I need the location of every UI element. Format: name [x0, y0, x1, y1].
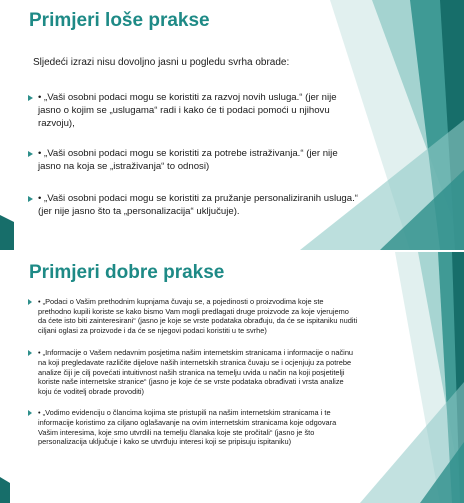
bullet-list — [28, 92, 360, 237]
arrow-bullet-icon — [28, 410, 32, 416]
list-item-text: • „Vaši osobni podaci mogu se koristiti za razvoj novih usluga.“ (jer nije jasno o kojim se „uslugama“ radi i kako će ti podaci pomoći u njihovu razvoju), — [38, 92, 337, 129]
list-item — [28, 297, 358, 335]
slide-bad-practice — [0, 0, 464, 250]
list-item-text: • „Podaci o Vašim prethodnim kupnjama čuvaju se, a pojedinosti o proizvodima koje ste prethodno kupili koriste se kako bismo Vam mogli predlagati druge proizvode za koje vjerujemo da ćete isto biti zainteresirani“ (jasno je koje se vrste podataka obrađuju, da će se ispitaniku nuditi ciljani oglasi za proizvode i da će se njegovi podaci koristiti u te svrhe) — [38, 297, 358, 335]
list-item — [28, 408, 358, 446]
list-item-text: • „Vaši osobni podaci mogu se koristiti za pružanje personaliziranih usluga.“ (jer nije jasno što ta „personalizacija“ uključuje). — [38, 192, 358, 217]
arrow-bullet-icon — [28, 196, 33, 202]
list-item-text: • „Vodimo evidenciju o člancima kojima ste pristupili na našim internetskim stranicama i te informacije koristimo za ciljano oglašavanje na ovim internetskim stranicama koje odgovara Vašim interesima, koje smo utvrdili na temelju članaka koje ste pročitali“ (jasno je što personalizacija uključuje i kako se utvrđuju interesi koji se pripisuju ispitaniku) — [38, 408, 337, 447]
arrow-bullet-icon — [28, 350, 32, 356]
slide-title: Primjeri dobre prakse — [29, 262, 225, 283]
arrow-bullet-icon — [28, 151, 33, 157]
list-item-text: • „Vaši osobni podaci mogu se koristiti za potrebe istraživanja.“ (jer nije jasno na koja se „istraživanja“ to odnosi) — [38, 148, 338, 173]
intro-text: Sljedeći izrazi nisu dovoljno jasni u pogledu svrha obrade: — [33, 57, 290, 68]
list-item — [28, 92, 360, 130]
slide-title: Primjeri loše prakse — [29, 10, 210, 31]
list-item — [28, 348, 358, 396]
arrow-bullet-icon — [28, 95, 33, 101]
bullet-list — [28, 297, 358, 460]
arrow-bullet-icon — [28, 299, 32, 305]
list-item-text: • „Informacije o Vašem nedavnim posjetima našim internetskim stranicama i informacije o načinu na koji pregledavate različite dijelove naših internetskih stranica čuvaju se i ocjenjuju za potrebe analize čiji je cilj povećati intuitivnost naših stranica na temelju uvida u način na koji posjetitelji koriste naše internetske stranice“ (jasno je koje će se vrste podataka obrađivati i vrsta analize koju će voditelj obrade provoditi) — [38, 348, 354, 396]
slide-good-practice — [0, 252, 464, 503]
list-item — [28, 148, 360, 174]
list-item — [28, 193, 360, 219]
